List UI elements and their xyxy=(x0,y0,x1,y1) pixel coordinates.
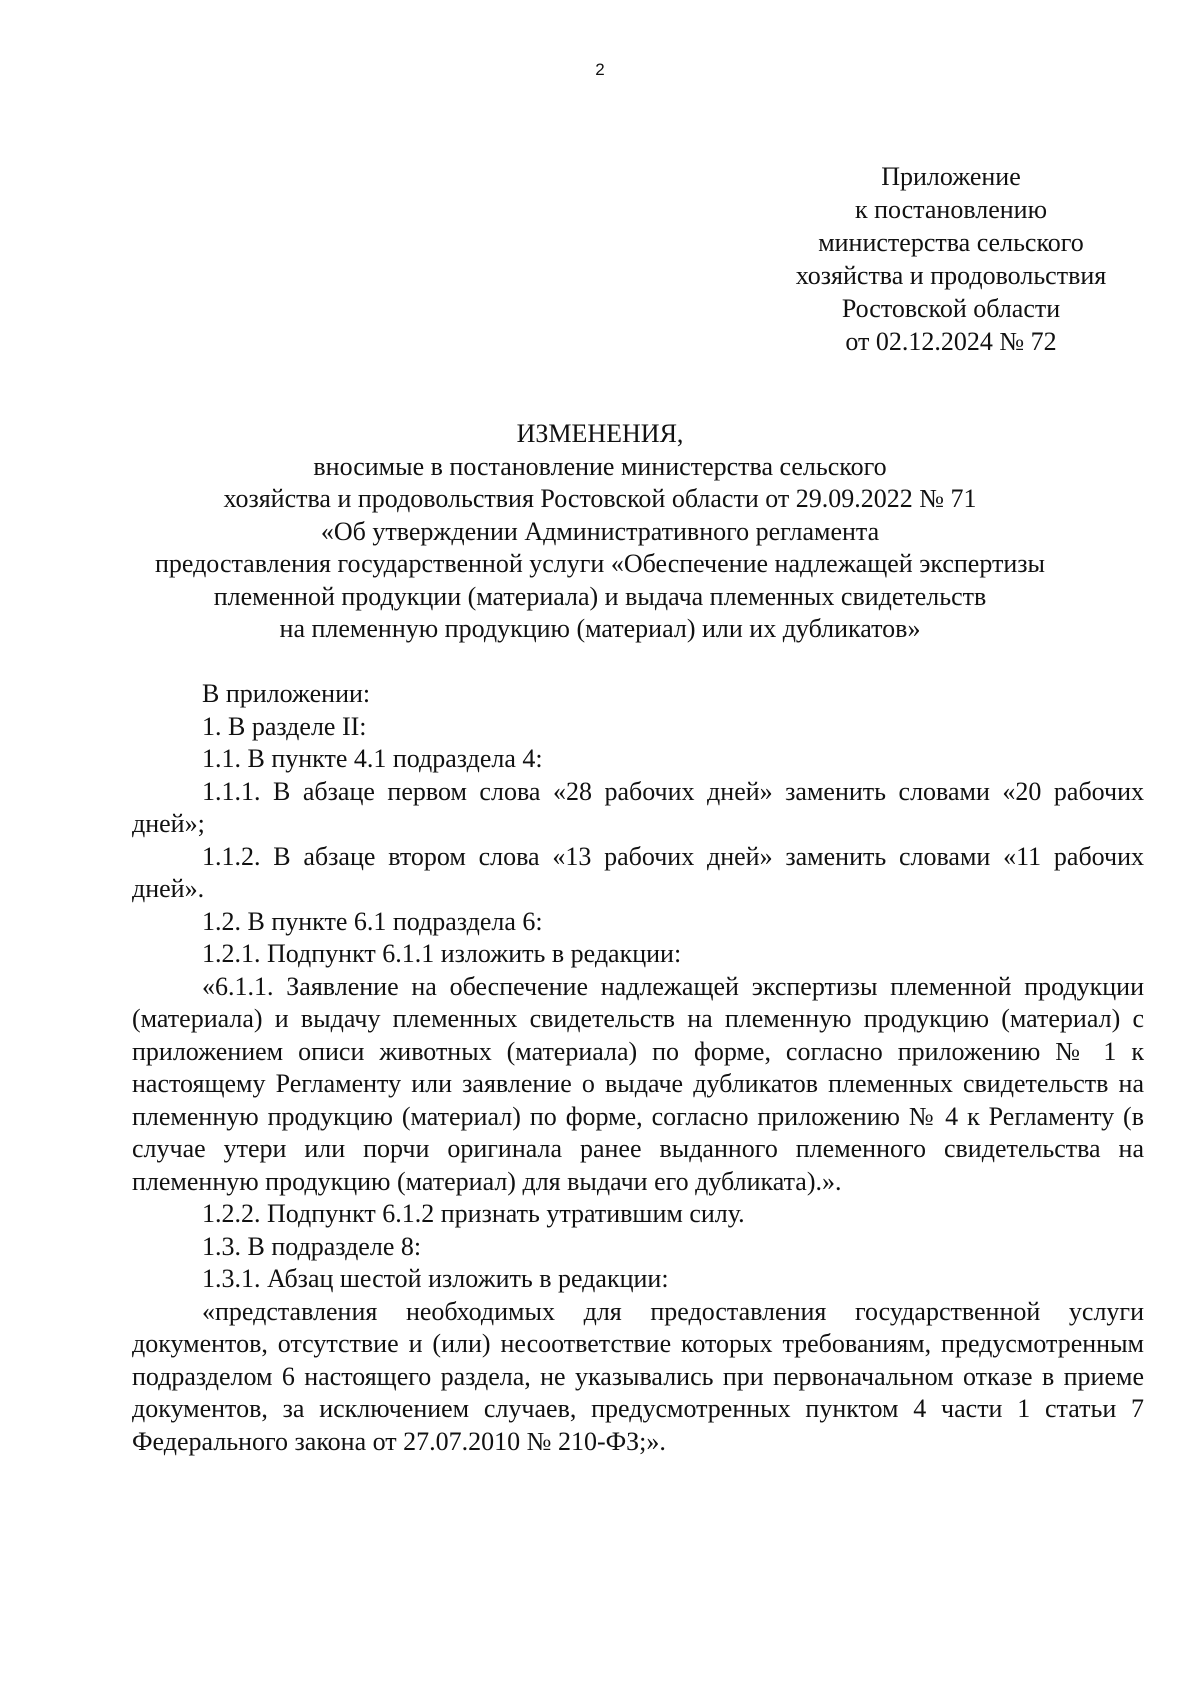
appendix-line: хозяйства и продовольствия xyxy=(795,261,1107,290)
paragraph: «представления необходимых для предоставления государственной услуги документов, отсутствие и (или) несоответствие которых требованиям, предусмотренным подразделом 6 настоящего раздела, не указывались при первоначальном отказе в приеме документов, за исключением случаев, предусмотренных пунктом 4 части 1 статьи 7 Федерального закона от 27.07.2010 № 210-ФЗ;». xyxy=(132,1296,1144,1456)
paragraph: В приложении: xyxy=(202,679,371,708)
page-number: 2 xyxy=(595,60,605,79)
paragraph: 1.2.2. Подпункт 6.1.2 признать утратившим силу. xyxy=(202,1199,745,1228)
appendix-line: Приложение xyxy=(881,162,1021,191)
title-line: вносимые в постановление министерства сельского xyxy=(313,451,887,481)
title-line: «Об утверждении Административного регламента xyxy=(320,516,880,546)
paragraph: 1.2.1. Подпункт 6.1.1 изложить в редакции: xyxy=(202,939,682,968)
appendix-header xyxy=(736,160,1166,358)
appendix-line: Ростовской области xyxy=(841,294,1061,323)
paragraph: 1.1.1. В абзаце первом слова «28 рабочих дней» заменить словами «20 рабочих дней»; xyxy=(132,776,1144,838)
paragraph: 1.2. В пункте 6.1 подраздела 6: xyxy=(202,906,543,936)
appendix-line: министерства сельского xyxy=(818,228,1084,257)
title-heading: ИЗМЕНЕНИЯ, xyxy=(516,419,684,448)
paragraph: 1. В разделе II: xyxy=(202,711,367,741)
paragraph: 1.1.2. В абзаце втором слова «13 рабочих дней» заменить словами «11 рабочих дней». xyxy=(132,841,1144,903)
title-line: предоставления государственной услуги «Обеспечение надлежащей экспертизы xyxy=(154,549,1046,578)
document-title xyxy=(100,418,1100,646)
paragraph: 1.1. В пункте 4.1 подраздела 4: xyxy=(202,744,543,773)
paragraph: 1.3. В подразделе 8: xyxy=(202,1231,422,1261)
document-body xyxy=(132,678,1144,1458)
title-line: на племенную продукцию (материал) или их дубликатов» xyxy=(279,614,921,643)
paragraph: «6.1.1. Заявление на обеспечение надлежащей экспертизы племенной продукции (материала) и выдачу племенных свидетельств на племенную продукцию (материал) с приложением описи животных (материала) по форме, согласно приложению № 1 к настоящему Регламенту или заявление о выдаче дубликатов племенных свидетельств на племенную продукцию (материал) по форме, согласно приложению № 4 к Регламенту (в случае утери или порчи оригинала ранее выданного племенного свидетельства на племенную продукцию (материал) для выдачи его дубликата).». xyxy=(132,971,1144,1196)
paragraph: 1.3.1. Абзац шестой изложить в редакции: xyxy=(202,1264,669,1293)
title-line: хозяйства и продовольствия Ростовской области от 29.09.2022 № 71 xyxy=(223,484,977,513)
appendix-line: к постановлению xyxy=(854,195,1048,224)
title-line: племенной продукции (материала) и выдача племенных свидетельств xyxy=(213,581,987,611)
appendix-line: от 02.12.2024 № 72 xyxy=(845,327,1057,356)
